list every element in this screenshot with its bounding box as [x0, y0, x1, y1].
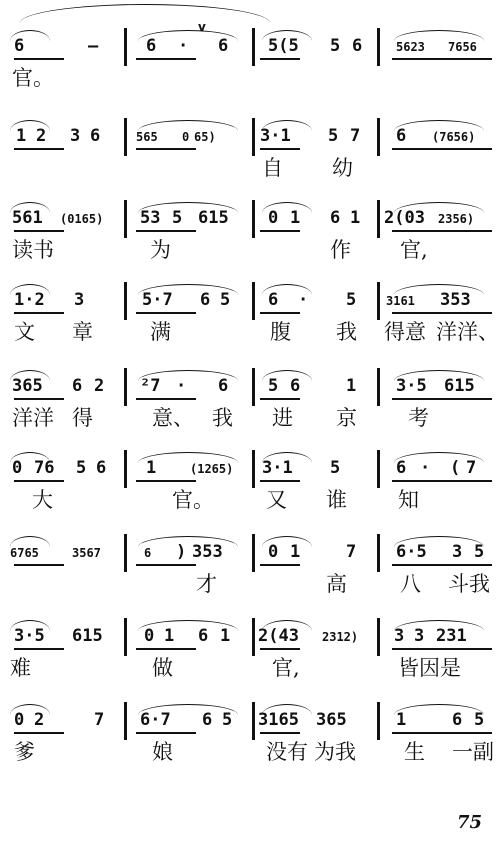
note: 6	[268, 290, 279, 310]
note: (	[450, 458, 461, 478]
barline	[252, 282, 255, 320]
slur	[394, 30, 484, 41]
lyric: 爹	[14, 740, 35, 764]
lyric: 官。	[12, 66, 54, 90]
note: 5·7	[142, 290, 173, 310]
lyric: 得	[72, 406, 93, 430]
note: 1	[220, 626, 231, 646]
lyric: 没有	[266, 740, 308, 764]
barline	[377, 118, 380, 156]
note: 6	[218, 376, 229, 396]
note: 6	[396, 458, 407, 478]
note: 353	[192, 542, 223, 562]
barline	[252, 118, 255, 156]
slur	[10, 30, 50, 41]
lyric: 腹	[270, 320, 291, 344]
note: 3·1	[260, 126, 291, 146]
slur	[394, 120, 484, 131]
note: 2356)	[438, 212, 475, 226]
rhythm-beam	[14, 230, 64, 232]
note: 365	[316, 710, 347, 730]
note: 1	[396, 710, 407, 730]
barline	[252, 534, 255, 572]
slur	[10, 284, 50, 295]
slur	[138, 120, 238, 131]
rhythm-beam	[392, 230, 492, 232]
note: 5	[268, 376, 279, 396]
barline	[124, 702, 127, 740]
rhythm-beam	[392, 648, 492, 650]
note: 0	[144, 626, 155, 646]
note: 3567	[72, 546, 101, 560]
lyric: 官,	[400, 238, 428, 262]
slur	[138, 202, 238, 213]
lyric: 皆因是	[398, 656, 461, 680]
note: ·	[420, 458, 431, 478]
note: 561	[12, 208, 43, 228]
lyric: 洋洋	[12, 406, 54, 430]
barline	[124, 28, 127, 66]
note: 6765	[10, 546, 39, 560]
note: 6	[452, 710, 463, 730]
barline	[124, 534, 127, 572]
slur	[10, 704, 50, 715]
note: 3·1	[262, 458, 293, 478]
barline	[124, 618, 127, 656]
note: 5	[222, 710, 233, 730]
breath-mark: v	[198, 20, 206, 34]
phrase-slur	[20, 4, 270, 23]
slur	[394, 370, 484, 381]
lyric: 一副	[452, 740, 494, 764]
note: 3·5	[396, 376, 427, 396]
note: 1·2	[14, 290, 45, 310]
note: 0	[182, 130, 190, 144]
barline	[377, 368, 380, 406]
slur	[262, 536, 312, 547]
note: 5	[328, 126, 339, 146]
rhythm-beam	[14, 148, 64, 150]
note: 615	[72, 626, 103, 646]
note: 1	[346, 376, 357, 396]
note: 0	[14, 710, 25, 730]
slur	[394, 202, 484, 213]
rhythm-beam	[260, 58, 300, 60]
note: 6	[146, 36, 157, 56]
slur	[262, 202, 312, 213]
rhythm-beam	[136, 230, 196, 232]
rhythm-beam	[392, 58, 492, 60]
slur	[10, 452, 50, 463]
note: 1	[350, 208, 361, 228]
rhythm-beam	[260, 312, 300, 314]
lyric: 生	[404, 740, 425, 764]
lyric: 意、	[152, 406, 194, 430]
note: 5	[330, 458, 341, 478]
rhythm-beam	[14, 732, 64, 734]
rhythm-beam	[14, 564, 64, 566]
lyric: 章	[72, 320, 93, 344]
slur	[10, 620, 50, 631]
slur	[262, 370, 312, 381]
note: 6	[396, 126, 407, 146]
staff-system	[0, 702, 500, 792]
note: 3·5	[14, 626, 45, 646]
lyric: 娘	[152, 740, 173, 764]
note: 5623	[396, 40, 425, 54]
slur	[138, 536, 238, 547]
slur	[138, 620, 238, 631]
slur	[262, 452, 312, 463]
rhythm-beam	[392, 480, 492, 482]
barline	[252, 618, 255, 656]
rhythm-beam	[136, 312, 196, 314]
lyric: 官,	[272, 656, 300, 680]
rhythm-beam	[260, 148, 300, 150]
note: 365	[12, 376, 43, 396]
note: 5(5	[268, 36, 299, 56]
rhythm-beam	[14, 480, 64, 482]
slur	[394, 704, 484, 715]
rhythm-beam	[260, 732, 300, 734]
note: 7	[466, 458, 477, 478]
note: 5	[172, 208, 183, 228]
note: 1	[146, 458, 157, 478]
rhythm-beam	[136, 732, 196, 734]
note: 1	[290, 208, 301, 228]
note: 2(43	[258, 626, 299, 646]
slur	[262, 284, 312, 295]
lyric: 文	[14, 320, 35, 344]
barline	[377, 702, 380, 740]
lyric: 为	[150, 238, 171, 262]
note: 3161	[386, 294, 415, 308]
note: 5	[220, 290, 231, 310]
note: 76	[34, 458, 55, 478]
note: 2	[36, 126, 47, 146]
note: 2(03	[384, 208, 425, 228]
note: 5	[346, 290, 357, 310]
note: 1	[16, 126, 27, 146]
note: 6	[72, 376, 83, 396]
rhythm-beam	[260, 230, 300, 232]
note: ·	[298, 290, 309, 310]
lyric: 斗我	[448, 572, 490, 596]
note: 6	[96, 458, 107, 478]
barline	[124, 118, 127, 156]
rhythm-beam	[136, 648, 196, 650]
slur	[262, 620, 312, 631]
lyric: 高	[326, 572, 347, 596]
lyric: 京	[336, 406, 357, 430]
note: 3	[452, 542, 463, 562]
note: 6	[290, 376, 301, 396]
rhythm-beam	[260, 564, 300, 566]
lyric: 幼	[332, 156, 353, 180]
note: (0165)	[60, 212, 104, 226]
note: ²7	[140, 376, 161, 396]
note: –	[88, 36, 99, 56]
note: 615	[444, 376, 475, 396]
rhythm-beam	[14, 648, 64, 650]
note: 5	[474, 710, 485, 730]
note: 231	[436, 626, 467, 646]
note: 2	[34, 710, 45, 730]
note: 0	[268, 208, 279, 228]
note: 7	[350, 126, 361, 146]
note: 6	[144, 546, 152, 560]
lyric: 我	[336, 320, 357, 344]
staff-system	[0, 618, 500, 708]
page-number: 75	[456, 812, 482, 833]
lyric: 大	[32, 488, 53, 512]
note: 2312)	[322, 630, 359, 644]
lyric: 考	[408, 406, 429, 430]
note: 0	[12, 458, 23, 478]
note: 6·7	[140, 710, 171, 730]
staff-system	[0, 450, 500, 540]
barline	[377, 200, 380, 238]
barline	[377, 28, 380, 66]
barline	[124, 450, 127, 488]
note: 3	[414, 626, 425, 646]
barline	[252, 28, 255, 66]
note: 565	[136, 130, 158, 144]
rhythm-beam	[136, 148, 196, 150]
staff-system	[0, 534, 500, 624]
lyric: 谁	[326, 488, 347, 512]
note: 1	[164, 626, 175, 646]
rhythm-beam	[14, 312, 64, 314]
note: 3165	[258, 710, 299, 730]
staff-system	[0, 118, 500, 208]
lyric: 进	[272, 406, 293, 430]
lyric: 八	[400, 572, 421, 596]
lyric: 难	[10, 656, 31, 680]
slur	[138, 30, 238, 41]
lyric: 为我	[314, 740, 356, 764]
slur	[262, 704, 312, 715]
note: 6	[352, 36, 363, 56]
slur	[138, 284, 238, 295]
slur	[394, 536, 484, 547]
note: 3	[74, 290, 85, 310]
barline	[124, 200, 127, 238]
note: 3	[394, 626, 405, 646]
barline	[377, 534, 380, 572]
slur	[394, 620, 484, 631]
slur	[10, 202, 50, 213]
note: (7656)	[432, 130, 476, 144]
barline	[252, 200, 255, 238]
lyric: 作	[330, 238, 351, 262]
note: 6	[330, 208, 341, 228]
lyric: 又	[266, 488, 287, 512]
note: 6	[200, 290, 211, 310]
rhythm-beam	[136, 398, 196, 400]
lyric: 自	[262, 156, 283, 180]
note: 2	[94, 376, 105, 396]
staff-system	[0, 282, 500, 372]
note: 7656	[448, 40, 477, 54]
lyric: 我	[212, 406, 233, 430]
rhythm-beam	[260, 648, 300, 650]
note: ·	[176, 376, 187, 396]
lyric: 官。	[172, 488, 214, 512]
slur	[10, 120, 50, 131]
staff-system	[0, 200, 500, 290]
slur	[262, 30, 312, 41]
rhythm-beam	[136, 564, 196, 566]
slur	[10, 370, 50, 381]
rhythm-beam	[392, 312, 492, 314]
rhythm-beam	[14, 398, 64, 400]
barline	[252, 702, 255, 740]
slur	[138, 704, 238, 715]
rhythm-beam	[14, 58, 64, 60]
lyric: 才	[196, 572, 217, 596]
barline	[377, 282, 380, 320]
note: 7	[94, 710, 105, 730]
rhythm-beam	[136, 58, 196, 60]
note: 5	[474, 542, 485, 562]
lyric: 做	[152, 656, 173, 680]
note: 0	[268, 542, 279, 562]
note: 353	[440, 290, 471, 310]
note: )	[176, 542, 187, 562]
note: 6	[198, 626, 209, 646]
barline	[252, 368, 255, 406]
rhythm-beam	[392, 148, 492, 150]
staff-system	[0, 368, 500, 458]
note: ·	[178, 36, 189, 56]
barline	[377, 450, 380, 488]
slur	[262, 120, 312, 131]
lyric: 洋洋、	[436, 320, 499, 344]
slur	[138, 452, 238, 463]
barline	[124, 282, 127, 320]
note: 6	[202, 710, 213, 730]
note: 5	[330, 36, 341, 56]
lyric: 读书	[12, 238, 54, 262]
note: 615	[198, 208, 229, 228]
rhythm-beam	[260, 398, 300, 400]
note: (1265)	[190, 462, 234, 476]
lyric: 知	[398, 488, 419, 512]
note: 5	[76, 458, 87, 478]
slur	[138, 370, 238, 381]
rhythm-beam	[260, 480, 300, 482]
rhythm-beam	[136, 480, 196, 482]
rhythm-beam	[392, 732, 492, 734]
rhythm-beam	[392, 564, 492, 566]
rhythm-beam	[392, 398, 492, 400]
note: 1	[290, 542, 301, 562]
lyric: 满	[150, 320, 171, 344]
note: 6	[90, 126, 101, 146]
note: 65)	[194, 130, 216, 144]
staff-system	[0, 20, 500, 118]
note: 6·5	[396, 542, 427, 562]
barline	[252, 450, 255, 488]
barline	[124, 368, 127, 406]
slur	[10, 536, 50, 547]
note: 7	[346, 542, 357, 562]
note: 53	[140, 208, 161, 228]
slur	[394, 284, 484, 295]
lyric: 得意	[384, 320, 426, 344]
note: 6	[14, 36, 25, 56]
note: 3	[70, 126, 81, 146]
note: 6	[218, 36, 229, 56]
slur	[394, 452, 484, 463]
barline	[377, 618, 380, 656]
